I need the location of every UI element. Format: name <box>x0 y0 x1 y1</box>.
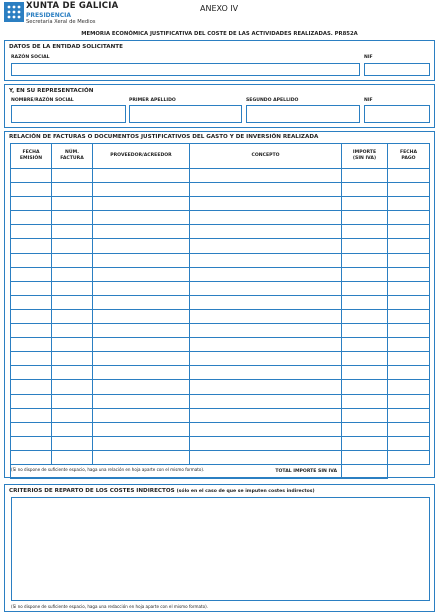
table-cell[interactable] <box>52 338 93 352</box>
table-cell[interactable] <box>52 394 93 408</box>
table-cell[interactable] <box>342 239 388 253</box>
table-cell[interactable] <box>388 408 430 422</box>
table-cell[interactable] <box>11 211 52 225</box>
invoices-section-title: RELACIÓN DE FACTURAS O DOCUMENTOS JUSTIFICATIVOS DEL GASTO Y DE INVERSIÓN REALIZADA <box>9 134 319 140</box>
col-header-amount: IMPORTE (SIN IVA) <box>342 144 388 169</box>
table-cell[interactable] <box>342 267 388 281</box>
entity-nif-field[interactable] <box>364 63 430 76</box>
table-cell[interactable] <box>342 169 388 183</box>
table-cell[interactable] <box>388 295 430 309</box>
table-cell[interactable] <box>342 309 388 323</box>
table-cell[interactable] <box>190 450 342 464</box>
table-cell[interactable] <box>388 267 430 281</box>
table-cell[interactable] <box>388 197 430 211</box>
org-name: XUNTA DE GALICIA <box>26 1 119 11</box>
company-name-label: RAZÓN SOCIAL <box>11 55 50 60</box>
sub-department-name: Secretaría Xeral de Medios <box>26 19 96 25</box>
table-cell[interactable] <box>342 352 388 366</box>
table-cell[interactable] <box>342 183 388 197</box>
table-row <box>11 422 430 436</box>
table-cell[interactable] <box>190 408 342 422</box>
table-cell[interactable] <box>342 211 388 225</box>
table-cell[interactable] <box>388 366 430 380</box>
table-cell[interactable] <box>93 380 190 394</box>
table-row <box>11 295 430 309</box>
table-cell[interactable] <box>388 380 430 394</box>
table-cell[interactable] <box>52 352 93 366</box>
table-row <box>11 324 430 338</box>
table-cell[interactable] <box>11 338 52 352</box>
table-cell[interactable] <box>11 239 52 253</box>
table-cell[interactable] <box>342 324 388 338</box>
table-cell[interactable] <box>93 338 190 352</box>
table-cell[interactable] <box>342 197 388 211</box>
table-cell[interactable] <box>11 295 52 309</box>
table-row <box>11 309 430 323</box>
total-amount-cell[interactable] <box>342 464 388 478</box>
entity-section <box>4 40 435 81</box>
table-cell[interactable] <box>11 366 52 380</box>
table-cell[interactable] <box>342 338 388 352</box>
table-cell[interactable] <box>388 338 430 352</box>
table-cell[interactable] <box>93 183 190 197</box>
table-cell[interactable] <box>93 324 190 338</box>
table-cell[interactable] <box>93 211 190 225</box>
table-cell[interactable] <box>190 436 342 450</box>
table-row <box>11 450 430 464</box>
table-cell[interactable] <box>11 436 52 450</box>
table-cell[interactable] <box>342 436 388 450</box>
table-row <box>11 394 430 408</box>
table-cell[interactable] <box>11 169 52 183</box>
table-cell[interactable] <box>342 225 388 239</box>
col-header-issue-date: FECHA EMISIÓN <box>11 144 52 169</box>
annex-title: ANEXO IV <box>200 4 239 13</box>
table-cell[interactable] <box>52 239 93 253</box>
table-cell[interactable] <box>52 281 93 295</box>
table-cell[interactable] <box>11 450 52 464</box>
table-cell[interactable] <box>52 197 93 211</box>
table-cell[interactable] <box>11 394 52 408</box>
table-cell[interactable] <box>342 450 388 464</box>
table-cell[interactable] <box>93 394 190 408</box>
table-cell[interactable] <box>190 267 342 281</box>
table-cell[interactable] <box>342 394 388 408</box>
table-row <box>11 366 430 380</box>
table-cell[interactable] <box>190 183 342 197</box>
criteria-note: (Si no dispone de suficiente espacio, haga una redacción en hoja aparte con el mismo formato). <box>11 604 209 609</box>
table-cell[interactable] <box>190 239 342 253</box>
table-row <box>11 338 430 352</box>
table-cell[interactable] <box>388 422 430 436</box>
criteria-title-note: (sólo en el caso de que se imputen costes indirectos) <box>176 489 315 494</box>
table-cell[interactable] <box>11 267 52 281</box>
table-cell[interactable] <box>388 324 430 338</box>
entity-nif-label: NIF <box>364 55 373 60</box>
table-cell[interactable] <box>11 197 52 211</box>
table-row <box>11 211 430 225</box>
table-cell[interactable] <box>190 197 342 211</box>
table-cell[interactable] <box>342 366 388 380</box>
rep-nif-field[interactable] <box>364 105 430 123</box>
representative-section <box>4 84 435 128</box>
table-cell[interactable] <box>388 436 430 450</box>
table-cell[interactable] <box>190 352 342 366</box>
table-cell[interactable] <box>52 408 93 422</box>
table-cell[interactable] <box>52 422 93 436</box>
table-row <box>11 408 430 422</box>
table-cell[interactable] <box>93 197 190 211</box>
table-cell[interactable] <box>342 253 388 267</box>
table-cell[interactable] <box>93 281 190 295</box>
table-cell[interactable] <box>11 380 52 394</box>
table-cell[interactable] <box>93 422 190 436</box>
table-row <box>11 197 430 211</box>
table-cell[interactable] <box>388 450 430 464</box>
rep-name-field[interactable] <box>11 105 126 123</box>
rep-surname2-field[interactable] <box>246 105 360 123</box>
table-cell[interactable] <box>93 239 190 253</box>
table-cell[interactable] <box>190 211 342 225</box>
total-label: TOTAL IMPORTE SIN IVA <box>11 464 342 478</box>
table-cell[interactable] <box>52 366 93 380</box>
table-cell[interactable] <box>388 281 430 295</box>
table-cell[interactable] <box>388 309 430 323</box>
table-cell[interactable] <box>52 267 93 281</box>
criteria-section <box>4 484 435 612</box>
table-cell[interactable] <box>93 253 190 267</box>
table-cell[interactable] <box>190 394 342 408</box>
col-header-invoice-number: NÚM. FACTURA <box>52 144 93 169</box>
invoices-table <box>10 143 430 479</box>
table-cell[interactable] <box>52 436 93 450</box>
table-cell[interactable] <box>93 436 190 450</box>
table-cell[interactable] <box>342 281 388 295</box>
table-cell[interactable] <box>93 408 190 422</box>
table-cell[interactable] <box>342 380 388 394</box>
table-cell[interactable] <box>11 183 52 197</box>
table-row <box>11 239 430 253</box>
table-cell[interactable] <box>388 183 430 197</box>
form-title: MEMORIA ECONÓMICA JUSTIFICATIVA DEL COSTE DE LAS ACTIVIDADES REALIZADAS. PR852A <box>81 31 358 37</box>
table-cell[interactable] <box>190 253 342 267</box>
table-row <box>11 380 430 394</box>
table-cell[interactable] <box>190 309 342 323</box>
criteria-section-title <box>9 488 315 494</box>
table-cell[interactable] <box>93 366 190 380</box>
rep-surname2-label: SEGUNDO APELLIDO <box>246 98 299 103</box>
table-cell[interactable] <box>52 295 93 309</box>
table-row <box>11 225 430 239</box>
table-cell[interactable] <box>11 225 52 239</box>
table-cell[interactable] <box>388 253 430 267</box>
table-cell[interactable] <box>11 309 52 323</box>
table-cell[interactable] <box>11 253 52 267</box>
table-cell[interactable] <box>388 211 430 225</box>
table-cell[interactable] <box>190 281 342 295</box>
table-row <box>11 183 430 197</box>
table-row <box>11 352 430 366</box>
table-cell[interactable] <box>52 211 93 225</box>
table-cell[interactable] <box>93 352 190 366</box>
table-cell[interactable] <box>11 408 52 422</box>
col-header-supplier: PROVEEDOR/ACREEDOR <box>93 144 190 169</box>
table-cell[interactable] <box>190 380 342 394</box>
table-cell[interactable] <box>52 225 93 239</box>
table-cell[interactable] <box>388 239 430 253</box>
table-row <box>11 436 430 450</box>
table-cell[interactable] <box>52 450 93 464</box>
table-cell[interactable] <box>11 324 52 338</box>
table-cell[interactable] <box>190 366 342 380</box>
table-cell[interactable] <box>52 169 93 183</box>
table-cell[interactable] <box>11 281 52 295</box>
table-cell[interactable] <box>190 422 342 436</box>
invoices-note: (Si no dispone de suficiente espacio, haga una relación en hoja aparte con el mismo formato). <box>11 467 205 472</box>
entity-section-title: DATOS DE LA ENTIDAD SOLICITANTE <box>9 44 123 50</box>
criteria-textarea[interactable] <box>11 497 430 601</box>
col-header-concept: CONCEPTO <box>190 144 342 169</box>
table-cell[interactable] <box>93 450 190 464</box>
xunta-logo-icon <box>4 2 24 22</box>
rep-surname1-field[interactable] <box>129 105 242 123</box>
table-cell[interactable] <box>190 338 342 352</box>
total-empty-cell <box>388 464 430 478</box>
table-cell[interactable] <box>190 169 342 183</box>
table-cell[interactable] <box>342 408 388 422</box>
table-cell[interactable] <box>388 352 430 366</box>
rep-surname1-label: PRIMER APELLIDO <box>129 98 176 103</box>
table-cell[interactable] <box>190 295 342 309</box>
table-cell[interactable] <box>52 183 93 197</box>
table-cell[interactable] <box>93 267 190 281</box>
table-row <box>11 169 430 183</box>
rep-name-label: NOMBRE/RAZÓN SOCIAL <box>11 98 74 103</box>
table-cell[interactable] <box>342 422 388 436</box>
table-cell[interactable] <box>52 380 93 394</box>
table-row <box>11 267 430 281</box>
table-cell[interactable] <box>190 324 342 338</box>
table-cell[interactable] <box>52 309 93 323</box>
table-cell[interactable] <box>190 225 342 239</box>
table-cell[interactable] <box>388 225 430 239</box>
table-cell[interactable] <box>342 295 388 309</box>
department-name: PRESIDENCIA <box>26 12 72 19</box>
table-cell[interactable] <box>93 225 190 239</box>
table-cell[interactable] <box>11 352 52 366</box>
table-cell[interactable] <box>52 253 93 267</box>
representative-section-title: Y, EN SU REPRESENTACIÓN <box>9 88 94 94</box>
table-cell[interactable] <box>388 169 430 183</box>
table-cell[interactable] <box>11 422 52 436</box>
table-cell[interactable] <box>52 324 93 338</box>
table-row <box>11 253 430 267</box>
company-name-field[interactable] <box>11 63 360 76</box>
table-cell[interactable] <box>93 309 190 323</box>
criteria-title: CRITERIOS DE REPARTO DE LOS COSTES INDIRECTOS <box>9 488 175 494</box>
col-header-payment-date: FECHA PAGO <box>388 144 430 169</box>
rep-nif-label: NIF <box>364 98 373 103</box>
table-row <box>11 281 430 295</box>
table-cell[interactable] <box>93 169 190 183</box>
table-cell[interactable] <box>388 394 430 408</box>
table-cell[interactable] <box>93 295 190 309</box>
